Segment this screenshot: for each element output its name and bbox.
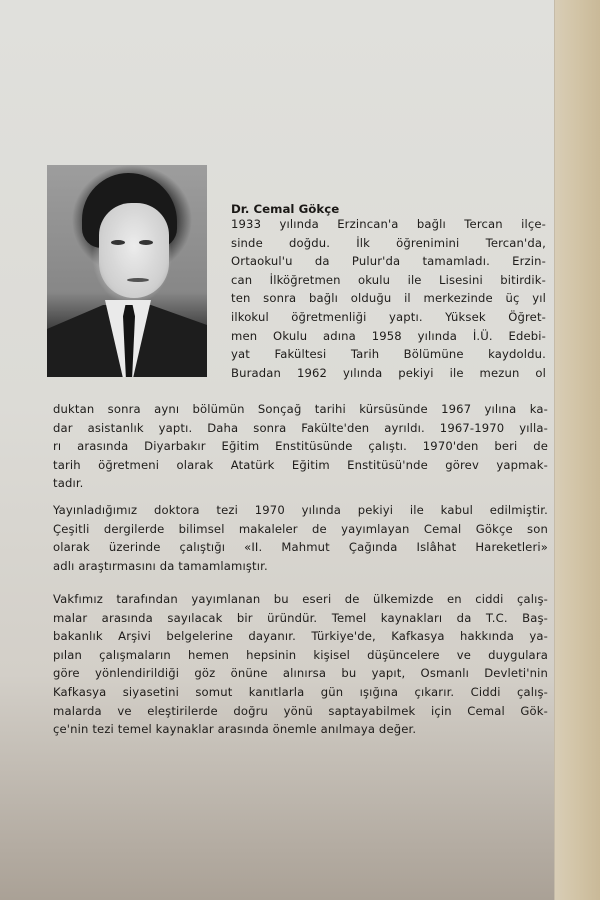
- text-line: malarda ve eleştirilerde doğru yönü saptayabilmek için Cemal Gök-: [53, 703, 548, 718]
- text-line: men Okulu adına 1958 yılında İ.Ü. Edebi-: [231, 328, 546, 343]
- text-line: çe'nin tezi temel kaynaklar arasında önemle anılmaya değer.: [53, 722, 417, 737]
- text-line: 1933 yılında Erzincan'a bağlı Tercan ilçe-: [231, 217, 546, 231]
- next-page-edge: [554, 0, 600, 900]
- text-line: Çeşitli dergilerde bilimsel makaleler de yayımlayan Cemal Gökçe son: [53, 521, 548, 536]
- thesis-paragraph: [53, 501, 548, 575]
- text-line: Ortaokul'u da Pulur'da tamamladı. Erzin-: [231, 254, 546, 269]
- text-line: ilkokul öğretmenliği yaptı. Yüksek Öğret-: [231, 309, 546, 324]
- text-line: rı arasında Diyarbakır Eğitim Enstitüsünde çalıştı. 1970'den beri de: [53, 439, 548, 454]
- career-paragraph: [53, 400, 548, 493]
- text-line: Kafkasya siyasetini somut kanıtlarla gün ışığına çıkarır. Ciddi çalış-: [53, 684, 548, 699]
- text-line: sinde doğdu. İlk öğrenimini Tercan'da,: [231, 235, 546, 250]
- text-line: Vakfımız tarafından yayımlanan bu eseri de ülkemizde en ciddi çalış-: [53, 592, 548, 606]
- text-line: Buradan 1962 yılında pekiyi ile mezun ol: [231, 365, 546, 380]
- text-line: tadır.: [53, 476, 84, 491]
- foundation-paragraph: [53, 590, 548, 739]
- text-line: Yayınladığımız doktora tezi 1970 yılında pekiyi ile kabul edilmiştir.: [53, 503, 548, 517]
- text-line: yat Fakültesi Tarih Bölümüne kaydoldu.: [231, 347, 546, 362]
- text-line: bakanlık Arşivi belgelerine dayanır. Türkiye'de, Kafkasya hakkında ya-: [53, 629, 548, 644]
- text-line: dar asistanlık yaptı. Daha sonra Fakülte'den ayrıldı. 1967-1970 yılla-: [53, 420, 548, 435]
- text-line: adlı araştırmasını da tamamlamıştır.: [53, 558, 268, 573]
- text-line: malar arasında sayılacak bir üründür. Temel kaynakları da T.C. Baş-: [53, 610, 548, 625]
- portrait-mouth: [127, 278, 149, 282]
- text-line: ten sonra bağlı olduğu il merkezinde üç yıl: [231, 291, 546, 306]
- text-line: tarih öğretmeni olarak Atatürk Eğitim Enstitüsü'nde görev yapmak-: [53, 457, 548, 472]
- text-line: duktan sonra aynı bölümün Sonçağ tarihi kürsüsünde 1967 yılına ka-: [53, 402, 548, 416]
- portrait-face: [99, 203, 169, 298]
- text-line: can İlköğretmen okulu ile Lisesini bitirdik-: [231, 272, 546, 287]
- author-heading: Dr. Cemal Gökçe: [231, 202, 340, 216]
- portrait-eye: [111, 240, 125, 245]
- author-portrait-photo: [47, 165, 207, 377]
- text-line: olarak üzerinde çalıştığı «II. Mahmut Çağında Islâhat Hareketleri»: [53, 540, 548, 555]
- portrait-eye: [139, 240, 153, 245]
- author-bio-paragraph: [231, 215, 546, 382]
- text-line: pılan çalışmaların hemen hepsinin kişisel düşüncelere ve duygulara: [53, 647, 548, 662]
- text-line: göre yönlendirildiği göz önüne alınırsa bu yapıt, Osmanlı Devleti'nin: [53, 666, 548, 681]
